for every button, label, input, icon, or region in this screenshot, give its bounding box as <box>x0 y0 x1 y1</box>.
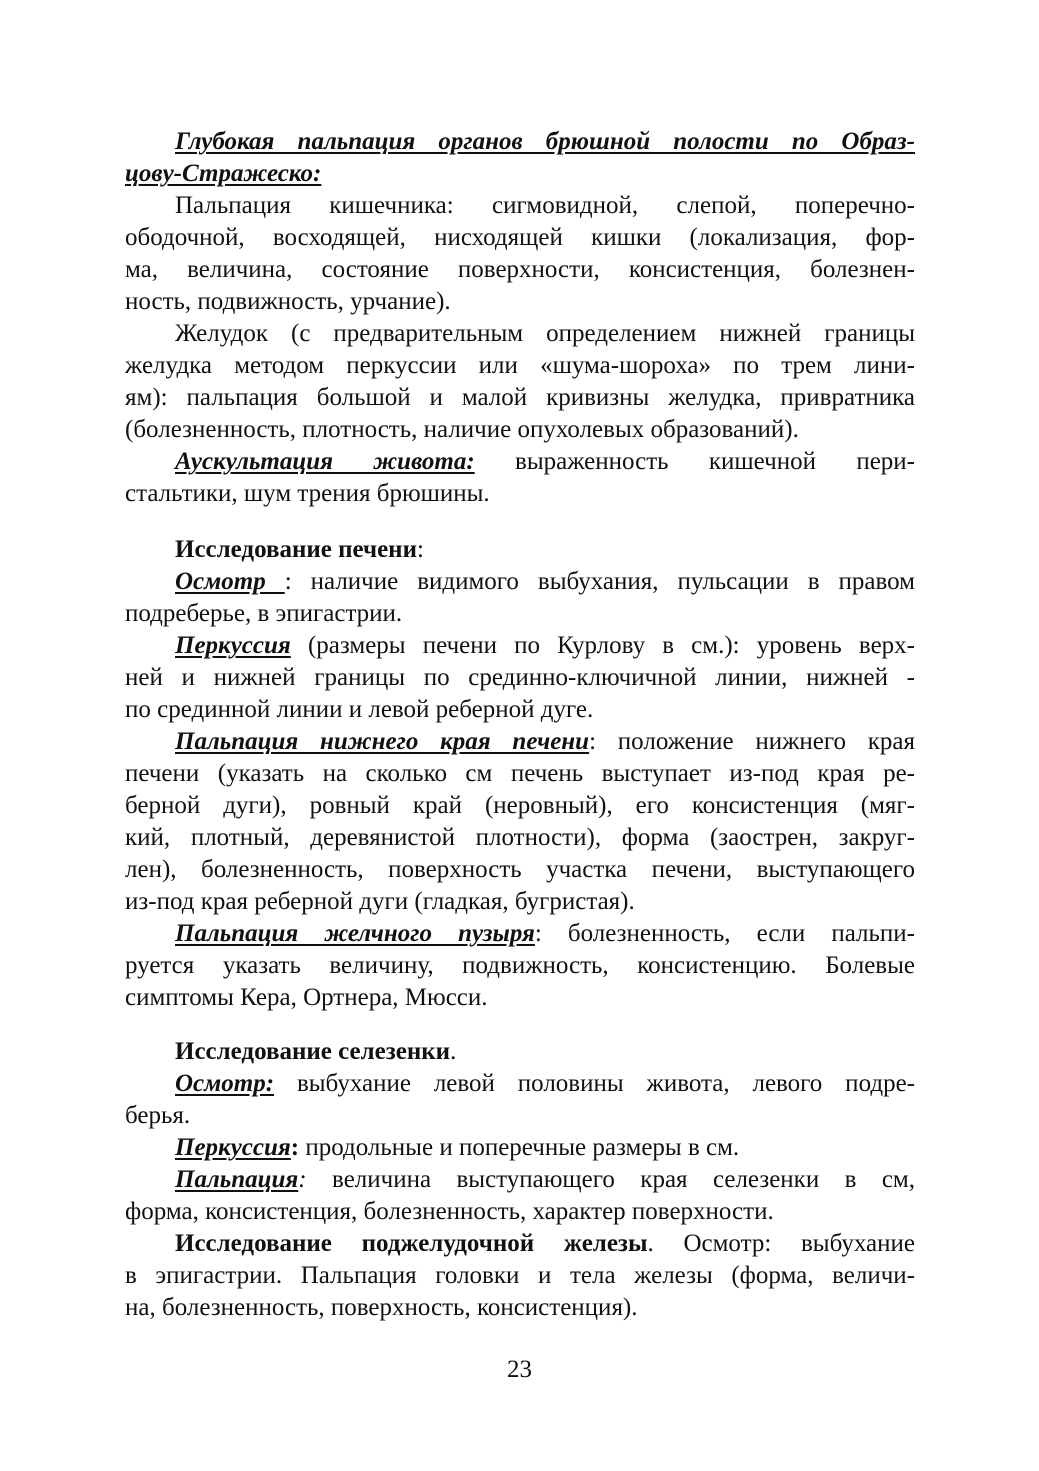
section-title-deep-palpation-cont: цову-Стражеско: <box>125 160 322 187</box>
liver-percussion: Перкуссия (размеры печени по Курлову в см.): уровень верх- <box>175 632 915 659</box>
paragraph-line: по срединной линии и левой реберной дуге. <box>125 696 594 723</box>
spleen-inspection: Осмотр: выбухание левой половины живота, левого подре- <box>175 1070 915 1097</box>
spleen-palpation: Пальпация: величина выступающего края селезенки в см, <box>175 1166 915 1193</box>
paragraph-line: берной дуги), ровный край (неровный), его консистенция (мяг- <box>125 792 915 819</box>
gallbladder-label: Пальпация желчного пузыря <box>175 920 535 947</box>
paragraph-line: Желудок (с предварительным определением нижней границы <box>175 320 915 347</box>
paragraph-line: на, болезненность, поверхность, консистенция). <box>125 1294 638 1321</box>
paragraph-line: стальтики, шум трения брюшины. <box>125 480 490 507</box>
section-title-deep-palpation: Глубокая пальпация органов брюшной полости по Образ- <box>175 128 915 155</box>
paragraph-line: желудка методом перкуссии или «шума-шороха» по трем лини- <box>125 352 915 379</box>
palpation-label: Пальпация нижнего края печени <box>175 728 590 755</box>
auscultation-label: Аускультация живота: <box>175 448 475 475</box>
page-number: 23 <box>507 1356 532 1383</box>
paragraph-line: печени (указать на сколько см печень выступает из-под края ре- <box>125 760 915 787</box>
paragraph-line: ям): пальпация большой и малой кривизны желудка, привратника <box>125 384 915 411</box>
paragraph-line: (болезненность, плотность, наличие опухолевых образований). <box>125 416 799 443</box>
document-page <box>125 126 915 1324</box>
paragraph-line: ободочной, восходящей, нисходящей кишки (локализация, фор- <box>125 224 915 251</box>
paragraph-line: ма, величина, состояние поверхности, консистенция, болезнен- <box>125 256 915 283</box>
auscultation-paragraph: Аускультация живота: выраженность кишечной пери- <box>175 448 915 475</box>
gallbladder-palpation: Пальпация желчного пузыря: болезненность, если пальпи- <box>175 920 915 947</box>
paragraph-line: симптомы Кера, Ортнера, Мюсси. <box>125 984 488 1011</box>
paragraph-line: берья. <box>125 1102 191 1129</box>
inspection-label: Осмотр: <box>175 1070 275 1097</box>
paragraph-line: ность, подвижность, урчание). <box>125 288 451 315</box>
percussion-label: Перкуссия <box>175 632 291 659</box>
paragraph-line: в эпигастрии. Пальпация головки и тела железы (форма, величи- <box>125 1262 915 1289</box>
spleen-percussion: Перкуссия: продольные и поперечные размеры в см. <box>175 1134 740 1161</box>
palpation-label: Пальпация <box>175 1166 299 1193</box>
spacer <box>125 510 915 534</box>
liver-palpation: Пальпация нижнего края печени: положение нижнего края <box>175 728 915 755</box>
spleen-heading: Исследование селезенки. <box>175 1038 457 1065</box>
paragraph-line: лен), болезненность, поверхность участка печени, выступающего <box>125 856 915 883</box>
pancreas-heading: Исследование поджелудочной железы <box>175 1230 648 1257</box>
paragraph-line: ней и нижней границы по срединно-ключичной линии, нижней - <box>125 664 915 691</box>
pancreas-paragraph: Исследование поджелудочной железы. Осмотр: выбухание <box>175 1230 915 1257</box>
paragraph-line: форма, консистенция, болезненность, характер поверхности. <box>125 1198 774 1225</box>
paragraph-line: подреберье, в эпигастрии. <box>125 600 403 627</box>
inspection-label: Осмотр <box>175 568 285 595</box>
paragraph-line: кий, плотный, деревянистой плотности), форма (заострен, закруг- <box>125 824 915 851</box>
percussion-label: Перкуссия <box>175 1134 291 1161</box>
liver-inspection: Осмотр : наличие видимого выбухания, пульсации в правом <box>175 568 915 595</box>
spacer <box>125 1014 915 1036</box>
paragraph-line: руется указать величину, подвижность, консистенцию. Болевые <box>125 952 915 979</box>
liver-heading: Исследование печени: <box>175 536 424 563</box>
paragraph-line: из-под края реберной дуги (гладкая, бугристая). <box>125 888 635 915</box>
paragraph-line: Пальпация кишечника: сигмовидной, слепой, поперечно- <box>175 192 915 219</box>
